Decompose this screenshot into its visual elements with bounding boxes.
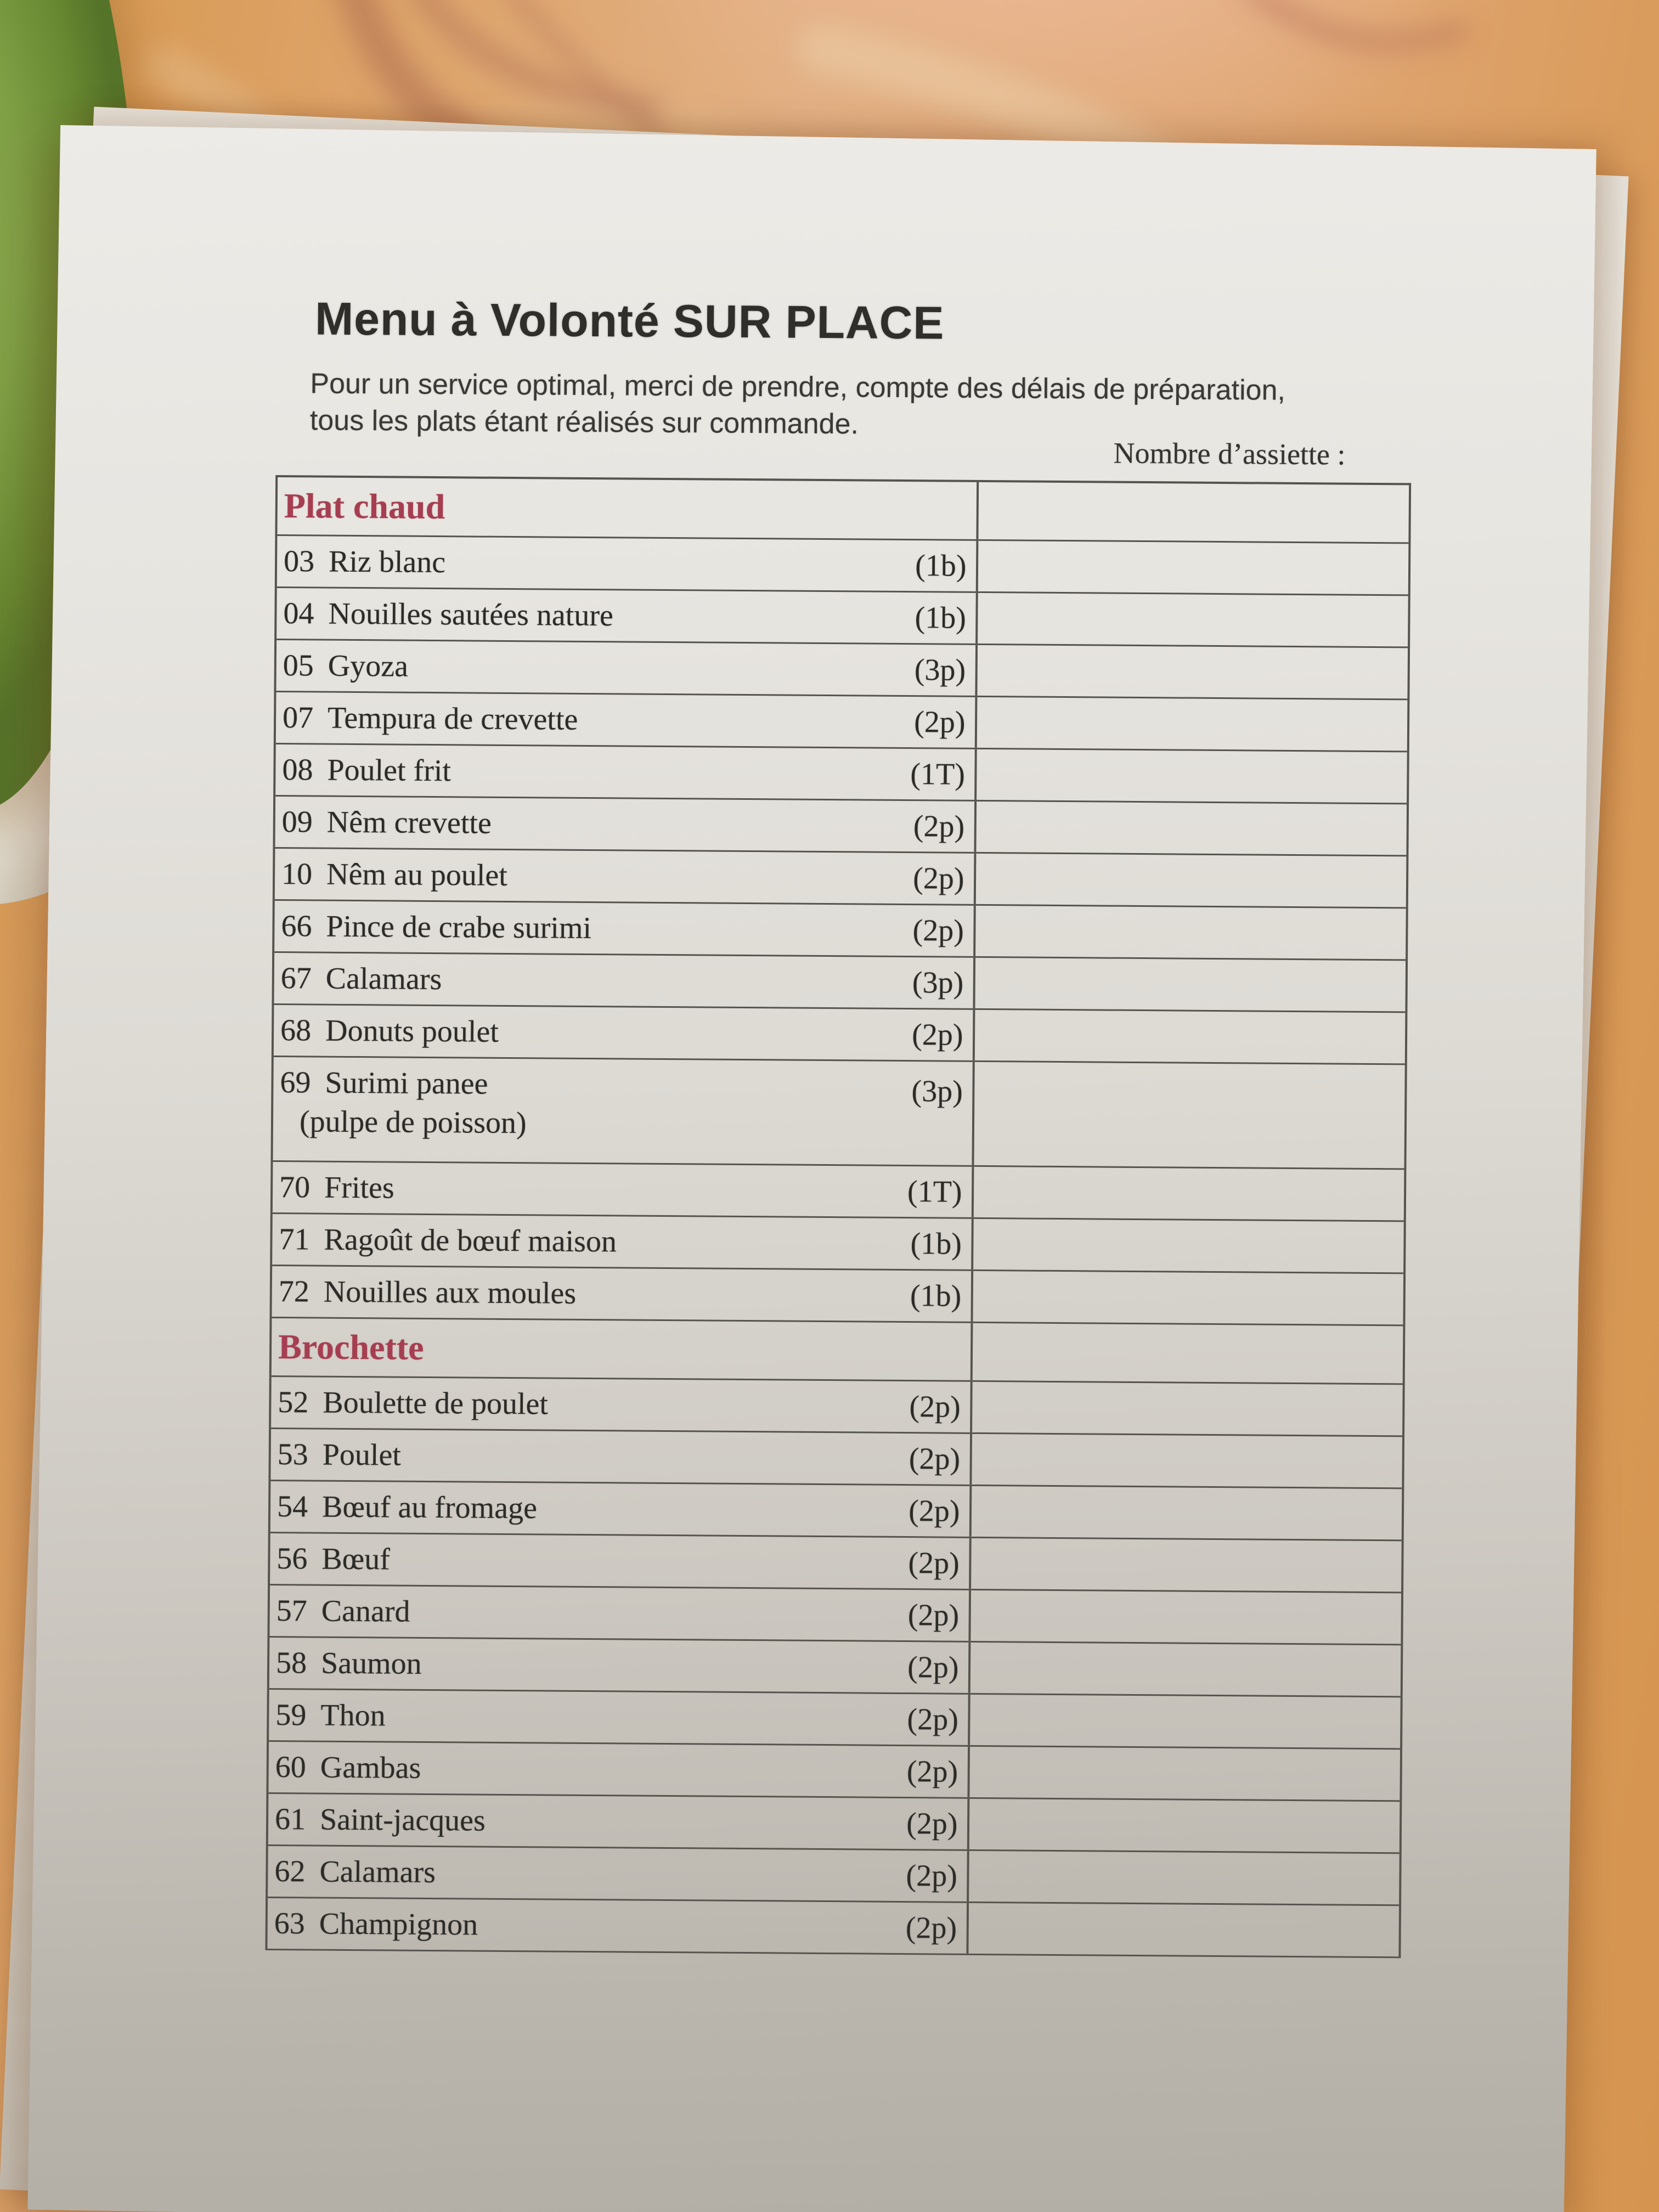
item-name: Nouilles sautées nature (328, 596, 614, 633)
item-cell (270, 1429, 972, 1485)
item-name: Poulet (322, 1437, 402, 1472)
item-name: Nêm au poulet (326, 857, 508, 893)
item-text (280, 1062, 912, 1144)
item-number: 57 (276, 1594, 307, 1628)
assiette-cell (975, 1010, 1405, 1063)
section-header-cell (272, 1318, 973, 1380)
item-name: Gyoza (328, 648, 409, 684)
assiette-cell (978, 645, 1408, 698)
assiette-cell (969, 1851, 1400, 1904)
item-cell (274, 901, 976, 956)
item-cell (275, 744, 977, 800)
item-cell (273, 1057, 975, 1165)
item-number: 62 (274, 1854, 306, 1889)
menu-row (272, 1214, 1404, 1274)
item-portion: (2p) (913, 809, 965, 844)
item-portion: (3p) (911, 1074, 963, 1109)
item-cell (270, 1533, 972, 1589)
item-number: 71 (279, 1222, 310, 1257)
item-number: 67 (280, 961, 312, 996)
item-cell (273, 1162, 974, 1217)
item-number: 72 (278, 1274, 310, 1309)
item-line1 (280, 1062, 912, 1108)
assiette-cell (974, 1062, 1405, 1168)
item-portion: (2p) (905, 1911, 957, 1945)
assiette-cell (969, 1799, 1400, 1852)
assiette-cell (972, 1486, 1402, 1539)
item-cell (274, 1005, 975, 1060)
item-number: 69 (280, 1065, 311, 1100)
menu-intro-line2: tous les plats étant réalisés sur commande. (309, 404, 859, 441)
item-cell (276, 692, 978, 748)
item-cell (270, 1481, 972, 1537)
item-portion: (1b) (910, 1227, 962, 1261)
item-cell (269, 1585, 971, 1641)
plates-count-label: Nombre d’assiette : (1113, 436, 1346, 471)
assiette-cell (973, 1382, 1403, 1435)
item-portion: (2p) (907, 1650, 959, 1685)
menu-row (267, 1898, 1399, 1958)
item-number: 68 (280, 1013, 312, 1048)
item-name: Boulette de poulet (323, 1385, 549, 1421)
item-cell (274, 953, 975, 1008)
menu-row (268, 1742, 1400, 1802)
item-name: Champignon (319, 1906, 478, 1942)
menu-row (277, 536, 1409, 596)
item-name: Poulet frit (327, 753, 452, 788)
item-name: Saint-jacques (319, 1802, 486, 1838)
item-cell (272, 1214, 974, 1269)
menu-row (270, 1429, 1402, 1489)
menu-row (273, 1057, 1404, 1170)
item-name: Nouilles aux moules (323, 1274, 577, 1311)
item-name: Tempura de crevette (327, 701, 578, 737)
item-portion: (1b) (915, 601, 967, 635)
menu-paper (27, 125, 1596, 2212)
menu-row (269, 1585, 1401, 1645)
item-cell (277, 536, 979, 591)
item-number: 61 (274, 1802, 306, 1837)
item-number: 08 (282, 753, 313, 787)
menu-row (270, 1481, 1402, 1541)
menu-intro-line1: Pour un service optimal, merci de prendre, compte des délais de préparation, (310, 368, 1286, 407)
item-number: 09 (281, 805, 313, 839)
menu-row (268, 1846, 1400, 1906)
item-portion: (1T) (907, 1175, 962, 1209)
item-number: 53 (277, 1437, 308, 1472)
item-cell (267, 1898, 969, 1954)
menu-row (275, 797, 1407, 856)
assiette-cell (973, 1271, 1403, 1324)
menu-title: Menu à Volonté SUR PLACE (314, 292, 945, 349)
assiette-cell (977, 749, 1407, 803)
item-name: Calamars (325, 961, 442, 997)
item-name: Thon (320, 1698, 386, 1733)
item-cell (271, 1377, 973, 1432)
section-label: Plat chaud (284, 486, 445, 527)
item-cell (275, 849, 977, 904)
menu-row (268, 1794, 1400, 1854)
item-number: 04 (283, 596, 314, 631)
item-number: 70 (279, 1170, 311, 1205)
item-number: 03 (283, 544, 315, 579)
item-cell (276, 640, 978, 696)
menu-page (44, 128, 1594, 2212)
item-name: Gambas (320, 1750, 421, 1785)
assiette-cell (975, 958, 1406, 1011)
item-portion: (2p) (907, 1702, 959, 1737)
item-cell (269, 1690, 970, 1745)
assiette-cell (972, 1434, 1402, 1487)
item-name: Surimi panee (325, 1065, 488, 1101)
item-number: 63 (274, 1906, 305, 1941)
menu-row (276, 692, 1408, 752)
assiette-cell (977, 697, 1407, 751)
item-number: 10 (281, 857, 313, 891)
item-name: Nêm crevette (326, 805, 492, 840)
item-name: Bœuf (321, 1542, 391, 1577)
menu-row (274, 901, 1406, 961)
item-portion: (2p) (914, 705, 966, 740)
item-name: Pince de crabe surimi (326, 909, 592, 946)
item-name: Ragoût de bœuf maison (324, 1222, 617, 1259)
item-number: 05 (283, 648, 314, 683)
item-name: Donuts poulet (325, 1013, 499, 1049)
item-name: Saumon (320, 1646, 422, 1681)
item-portion: (2p) (912, 913, 964, 948)
item-number: 60 (275, 1750, 306, 1785)
item-portion: (2p) (909, 1390, 961, 1424)
item-cell (276, 588, 978, 644)
item-number: 56 (276, 1542, 308, 1576)
menu-row (269, 1638, 1401, 1697)
item-portion: (3p) (912, 966, 964, 1000)
menu-row (276, 588, 1408, 648)
item-portion: (2p) (906, 1754, 958, 1789)
menu-table (265, 475, 1411, 1958)
item-portion: (3p) (914, 653, 966, 687)
item-cell (269, 1638, 971, 1693)
item-number: 58 (275, 1646, 307, 1680)
section-header-brochette (272, 1318, 1403, 1385)
item-cell (268, 1846, 969, 1901)
menu-row (274, 953, 1406, 1013)
item-number: 66 (281, 909, 312, 944)
item-name: Calamars (319, 1854, 436, 1890)
assiette-cell (978, 541, 1408, 594)
item-portion: (1b) (910, 1279, 962, 1313)
menu-row (270, 1533, 1402, 1593)
item-portion: (1T) (910, 757, 966, 792)
menu-row (269, 1690, 1401, 1750)
item-portion: (2p) (907, 1598, 960, 1633)
item-cell (268, 1794, 970, 1849)
assiette-cell (970, 1747, 1400, 1800)
item-name-line2: (pulpe de poisson) (299, 1104, 527, 1141)
assiette-cell (970, 1695, 1401, 1748)
item-portion: (2p) (912, 1018, 963, 1052)
item-name: Frites (324, 1170, 394, 1205)
assiette-cell (979, 482, 1409, 542)
menu-row (271, 1377, 1403, 1437)
item-name: Canard (321, 1594, 410, 1629)
section-header-plat-chaud (277, 477, 1409, 544)
section-label: Brochette (278, 1327, 424, 1367)
assiette-cell (971, 1590, 1401, 1644)
menu-row (275, 849, 1407, 909)
item-name: Bœuf au fromage (321, 1489, 538, 1526)
assiette-cell (976, 854, 1406, 907)
item-number: 52 (278, 1385, 309, 1420)
menu-row (275, 744, 1407, 804)
menu-row (274, 1005, 1406, 1065)
item-portion: (2p) (906, 1807, 958, 1841)
menu-row (276, 640, 1408, 700)
assiette-cell (973, 1323, 1403, 1383)
item-portion: (2p) (908, 1494, 960, 1528)
item-portion: (2p) (906, 1859, 958, 1893)
assiette-cell (978, 593, 1408, 646)
assiette-cell (972, 1538, 1402, 1592)
item-number: 07 (282, 701, 314, 735)
menu-row (272, 1266, 1403, 1326)
section-header-cell (277, 477, 979, 539)
item-portion: (2p) (908, 1546, 960, 1581)
item-portion: (2p) (913, 861, 964, 896)
item-cell (272, 1266, 974, 1322)
assiette-cell (969, 1903, 1399, 1956)
item-number: 59 (275, 1698, 307, 1733)
item-number: 54 (276, 1489, 308, 1524)
assiette-cell (974, 1167, 1404, 1220)
menu-row (273, 1162, 1404, 1222)
item-cell (275, 797, 977, 852)
item-name: Riz blanc (328, 544, 446, 580)
item-portion: (2p) (909, 1442, 961, 1476)
item-cell (268, 1742, 970, 1797)
assiette-cell (970, 1643, 1401, 1696)
assiette-cell (974, 1219, 1404, 1272)
assiette-cell (977, 802, 1407, 855)
item-portion: (1b) (915, 549, 967, 583)
assiette-cell (976, 906, 1406, 959)
